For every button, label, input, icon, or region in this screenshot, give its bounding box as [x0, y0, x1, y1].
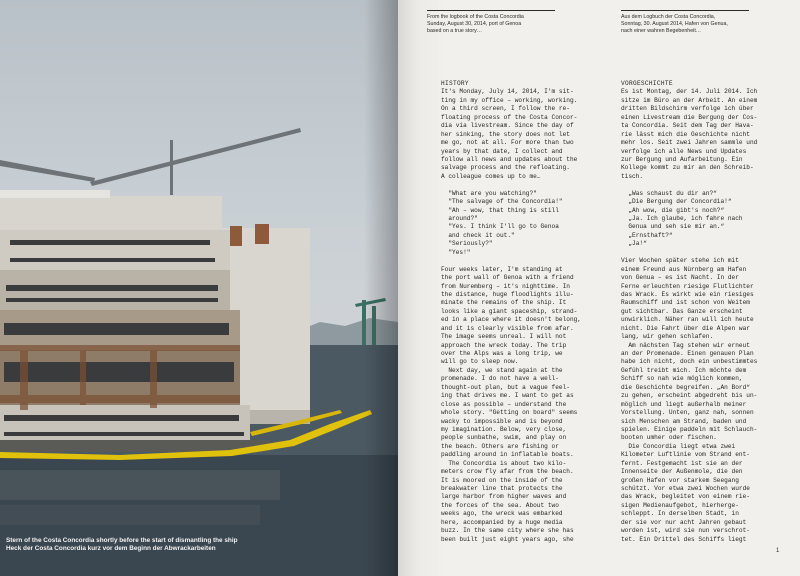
text-line: and check it out."	[441, 231, 515, 239]
text-line: das Wrack. Es wirkt wie ein riesiges	[621, 290, 754, 298]
text-line: Innenseite der Außenmole, die den	[621, 468, 743, 476]
text-line: habe ich nicht, doch ein unbestimmtes	[621, 358, 758, 366]
text-line: minate the remains of the ship. It	[441, 299, 567, 307]
text-line: meters crow fly afar from the beach.	[441, 468, 574, 476]
text-line	[621, 249, 800, 257]
photo-caption	[6, 537, 386, 553]
text-line: Vorstellung. Unten, ganz nah, sonnen	[621, 409, 754, 417]
text-line: schleppt. In derselben Stadt, in	[621, 510, 739, 518]
text-line: Am nächsten Tag stehen wir erneut	[621, 341, 750, 349]
text-line	[621, 181, 800, 189]
header-line: From the logbook of the Costa Concordia	[427, 14, 524, 20]
logbook-header-de	[621, 10, 751, 35]
german-text-column	[621, 80, 800, 544]
text-line: me go, not at all. For more than two	[441, 139, 574, 147]
photo-caption-de: Heck der Costa Concordia kurz vor dem Beginn der Abwrackarbeiten	[6, 545, 216, 552]
text-line	[441, 181, 621, 189]
text-line: looks like a giant spaceship, strand-	[441, 307, 578, 315]
section-heading: HISTORY	[441, 80, 469, 87]
header-line: based on a true story…	[427, 28, 483, 34]
text-line: sich Menschen am Strand, baden und	[621, 417, 747, 425]
text-line: It is moored on the inside of the	[441, 476, 563, 484]
text-line: A colleague comes up to me…	[441, 172, 541, 180]
text-line: my imagination. Below, very close,	[441, 425, 567, 433]
text-line	[441, 257, 621, 265]
text-line: The Concordia is about two kilo-	[441, 459, 567, 467]
text-line: over the Alps was a long trip, we	[441, 350, 563, 357]
text-line: Vier Wochen später stehe ich mit	[621, 257, 739, 265]
text-line: „Ernsthaft?“	[621, 231, 673, 239]
text-line: tisch.	[621, 172, 644, 180]
header-line: Aus dem Logbuch der Costa Concordia,	[621, 14, 716, 20]
text-line: years by that date, I collect and	[441, 147, 563, 155]
text-line: Gefühl treibt mich. Ich möchte dem	[621, 366, 747, 374]
text-line: On a third screen, I follow the re-	[441, 105, 570, 113]
text-line: ed in a place where it doesn't belong,	[441, 316, 582, 324]
text-line: whole story. "Getting on board" seems	[441, 409, 578, 417]
text-line: ing that drives me. I want to get as	[441, 392, 574, 400]
text-line: tet. Ein Drittel des Schiffs liegt	[621, 535, 747, 543]
text-line: breakwater line that protects the	[441, 485, 563, 492]
text-line: ting in my office – working, working.	[441, 96, 578, 104]
text-line: „Ja. Ich glaube, ich fahre nach	[621, 215, 743, 222]
text-line: "The salvage of the Concordia!"	[441, 198, 563, 206]
text-line: "What are you watching?"	[441, 189, 537, 197]
costa-concordia-stern-image	[0, 0, 398, 576]
text-line: approach the wreck today. The trip	[441, 341, 567, 349]
header-line: nach einer wahren Begebenheit…	[621, 28, 702, 34]
text-line: Genua und seh sie mir an.“	[621, 223, 725, 231]
text-line: „Was schaust du dir an?“	[621, 189, 717, 197]
text-line: "Yes. I think I'll go to Genoa	[441, 223, 559, 231]
text-line: and it is clearly visible from afar.	[441, 324, 574, 332]
text-line: Four weeks later, I'm standing at	[441, 265, 563, 273]
text-line: zur Bergung und Aufarbeitung. Ein	[621, 155, 743, 163]
text-line: It's Monday, July 14, 2014, I'm sit-	[441, 88, 574, 96]
text-line: been built just eight years ago, she	[441, 535, 574, 543]
text-line: Kollege kommt zu mir an den Schreib-	[621, 164, 754, 172]
text-line: gut sichtbar. Das Ganze erscheint	[621, 307, 743, 315]
text-line: the distance, huge floodlights illu-	[441, 290, 574, 298]
text-line: die Geschichte begreifen. „An Bord“	[621, 383, 750, 391]
text-line: rie lässt mich die Geschichte nicht	[621, 130, 750, 138]
header-rule	[621, 10, 749, 11]
text-line: people sunbathe, swim, and play on	[441, 434, 567, 442]
text-line: nicht. Die Fahrt über die Alpen war	[621, 324, 750, 332]
text-line: dritten Bildschirm verfolge ich über	[621, 105, 754, 113]
page-gutter-shadow	[364, 0, 398, 576]
text-line: einen Livestream die Bergung der Cos-	[621, 113, 758, 121]
text-line: salvage process and the refloating.	[441, 164, 570, 172]
text-line: thought-out plan, but a vague feel-	[441, 383, 570, 391]
text-line: Die Concordia liegt etwa zwei	[621, 442, 736, 450]
header-line: Sunday, August 30, 2014, port of Genoa	[427, 21, 522, 27]
text-line: the forces of the sea. About two	[441, 501, 559, 509]
page-number: 1	[776, 548, 780, 554]
text-line: from Nuremberg – it's nighttime. In	[441, 282, 570, 290]
text-line: großen Hafen vor starkem Seegang	[621, 476, 739, 484]
text-line: der sie vor nur acht Jahren gebaut	[621, 518, 747, 526]
header-rule	[427, 10, 555, 11]
text-line: will go to sleep now.	[441, 358, 519, 366]
text-line: here, accompanied by a huge media	[441, 518, 563, 526]
text-line: follow all news and updates about the	[441, 155, 578, 163]
text-line: large harbor from higher waves and	[441, 493, 567, 501]
text-line: "Ah – wow, that thing is still	[441, 206, 559, 214]
text-line: "Seriously?"	[441, 240, 493, 248]
text-line: mehr los. Seit zwei Jahren sammle und	[621, 139, 758, 147]
text-line: Schiff so nah wie möglich kommen,	[621, 375, 743, 383]
text-page	[398, 0, 800, 576]
text-line: Next day, we stand again at the	[441, 366, 563, 374]
text-line: unwirklich. Näher ran will ich heute	[621, 316, 754, 324]
text-line: an der Promenade. Einen genauen Plan	[621, 350, 754, 357]
text-line: dia via livestream. Since the day of	[441, 122, 574, 130]
text-line: sitze im Büro an der Arbeit. An einem	[621, 96, 758, 104]
text-line: das Wrack, begleitet von einem rie-	[621, 493, 750, 501]
section-heading: VORGESCHICHTE	[621, 80, 673, 87]
text-line: The image seems unreal. I will not	[441, 333, 567, 341]
text-line: „Die Bergung der Concordia!“	[621, 198, 732, 206]
text-line: spielen. Einige paddeln mit Schlauch-	[621, 425, 758, 433]
text-line: paddling around in inflatable boats.	[441, 451, 574, 459]
wreck-photo	[0, 0, 398, 576]
text-line: worden ist, wird sie nun verschrot-	[621, 527, 750, 535]
photo-caption-en: Stern of the Costa Concordia shortly before the start of dismantling the ship	[6, 537, 238, 544]
logbook-header-en	[427, 10, 557, 35]
text-line: floating process of the Costa Concor-	[441, 113, 578, 121]
text-line: verfolge ich alle News und Updates	[621, 147, 747, 155]
text-line: Kilometer Luftlinie vom Strand ent-	[621, 451, 750, 459]
text-line: close as possible – understand the	[441, 400, 567, 408]
text-line: „Ah wow, die gibt's noch?“	[621, 206, 725, 214]
text-line: zu gehen, erscheint abgedreht bis un-	[621, 392, 758, 400]
text-line: "Yes!"	[441, 248, 471, 256]
header-line: Sonntag, 30. August 2014, Hafen von Genua,	[621, 21, 728, 27]
text-line: booten umher oder fischen.	[621, 434, 717, 442]
text-line: Raumschiff und ist schon von Weitem	[621, 299, 750, 307]
text-line: einem Freund aus Nürnberg am Hafen	[621, 265, 747, 273]
text-line: the port wall of Genoa with a friend	[441, 274, 574, 282]
text-line: ta Concordia. Seit dem Tag der Hava-	[621, 122, 754, 130]
text-line: buzz. In the same city where she has	[441, 527, 574, 535]
text-line: weeks ago, the wreck was embarked	[441, 510, 563, 518]
text-line: wacky to impossible and is beyond	[441, 417, 563, 425]
text-line: fernt. Festgemacht ist sie an der	[621, 459, 743, 467]
text-line: the beach. Others are fishing or	[441, 442, 559, 450]
text-line: around?"	[441, 215, 478, 222]
text-line: Es ist Montag, der 14. Juli 2014. Ich	[621, 88, 758, 96]
text-line: von Genua – es ist Nacht. In der	[621, 274, 739, 282]
text-line: promenade. I do not have a well-	[441, 375, 559, 383]
text-line: möglich und liegt außerhalb meiner	[621, 400, 747, 408]
text-line: „Ja!“	[621, 240, 647, 248]
english-text-column	[441, 80, 621, 544]
text-line: Ferne erleuchten riesige Flutlichter	[621, 282, 754, 290]
text-line: her sinking, the story does not let	[441, 130, 570, 138]
text-line: lang, wir gehen schlafen.	[621, 333, 714, 341]
text-line: sigen Medienaufgebot, hierherge-	[621, 501, 739, 509]
text-line: schützt. Vor etwa zwei Wochen wurde	[621, 485, 750, 492]
